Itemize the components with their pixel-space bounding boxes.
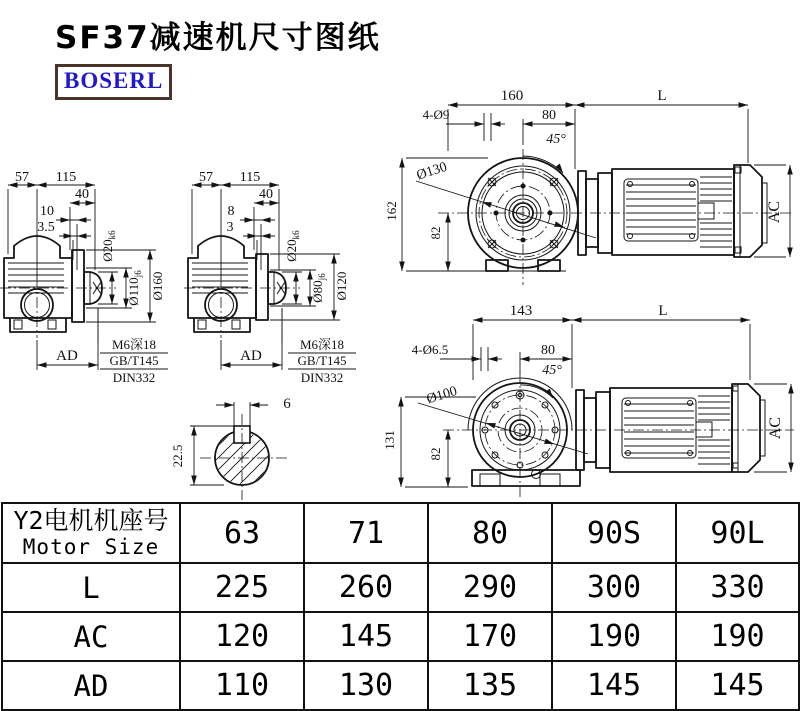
row-label-AD: AD xyxy=(2,661,180,710)
table-row xyxy=(2,563,799,612)
cell: 120 xyxy=(180,612,304,661)
cell: 110 xyxy=(180,661,304,710)
cell: 170 xyxy=(428,612,552,661)
note-din: DIN332 xyxy=(112,370,156,385)
dim-key-width-label: 6 xyxy=(283,396,291,412)
dim-key-depth-label: 22.5 xyxy=(170,444,185,468)
dim-flange-dia-label: Ø120 xyxy=(334,271,349,301)
dim-115-label: 115 xyxy=(55,170,77,185)
dim-80-label: 80 xyxy=(541,343,555,358)
note-tap: M6深18 xyxy=(299,337,345,352)
note-gb: GB/T145 xyxy=(109,353,159,368)
cell: 290 xyxy=(428,563,552,612)
gearbox-outline xyxy=(0,236,116,342)
brand-logo: BOSERL xyxy=(55,64,172,100)
terminal-box xyxy=(698,203,714,219)
row-label-L: L xyxy=(2,563,180,612)
dim-shaft-dia-label: $Ø20_{k6}$ xyxy=(284,230,301,262)
cell: 145 xyxy=(304,612,428,661)
col-80: 80 xyxy=(428,503,552,563)
dim-40-label: 40 xyxy=(75,187,89,202)
dim-pilot-dia-label: $Ø110_{j6}$ xyxy=(126,270,143,306)
dim-160-label: 160 xyxy=(500,88,524,104)
dim-L-label: L xyxy=(658,303,668,319)
dim-143-label: 143 xyxy=(509,303,533,319)
dim-8-label: 8 xyxy=(227,204,235,219)
dim-pilot-dia-label: $Ø80_{j6}$ xyxy=(310,273,327,303)
note-tap: M6深18 xyxy=(111,337,157,352)
dim-ad-label: AD xyxy=(56,348,78,364)
dim-3-label: 3 xyxy=(226,220,234,235)
dim-flange-dia-label: Ø160 xyxy=(150,271,165,301)
dim-82-label: 82 xyxy=(428,447,443,461)
flange-face xyxy=(468,372,580,498)
gearbox-outline xyxy=(184,236,300,342)
motor-size-header xyxy=(2,503,180,563)
view-front-bottom xyxy=(382,302,800,504)
table-row xyxy=(2,661,799,710)
dim-115-label: 115 xyxy=(239,170,261,185)
dimension-table xyxy=(1,502,800,711)
row-label-AC: AC xyxy=(2,612,180,661)
cell: 135 xyxy=(428,661,552,710)
dim-45deg-label: 45° xyxy=(542,363,562,378)
cell: 330 xyxy=(676,563,799,612)
dim-holes-label: 4-Ø6.5 xyxy=(411,342,449,357)
terminal-box xyxy=(696,422,712,437)
dim-bolt-circle-label: Ø130 xyxy=(414,159,450,184)
table-row xyxy=(2,612,799,661)
dim-shaft-dia-label: $Ø20_{k6}$ xyxy=(100,230,117,262)
dim-80-label: 80 xyxy=(542,108,556,123)
cell: 190 xyxy=(676,612,799,661)
dim-10-label: 10 xyxy=(40,204,54,219)
header-cn: Y2电机机座号 xyxy=(13,505,169,535)
col-71: 71 xyxy=(304,503,428,563)
dim-57-label: 57 xyxy=(15,170,29,185)
note-gb: GB/T145 xyxy=(297,353,347,368)
cell: 190 xyxy=(552,612,676,661)
dim-L-label: L xyxy=(657,88,667,104)
note-din: DIN332 xyxy=(300,370,344,385)
col-90l: 90L xyxy=(676,503,799,563)
col-90s: 90S xyxy=(552,503,676,563)
page-title: SF37减速机尺寸图纸 xyxy=(55,20,381,56)
header-en: Motor Size xyxy=(22,535,160,560)
dim-ad-label: AD xyxy=(240,348,262,364)
col-63: 63 xyxy=(180,503,304,563)
cell: 225 xyxy=(180,563,304,612)
cell: 145 xyxy=(552,661,676,710)
dim-ac-label: AC xyxy=(766,200,783,224)
cell: 300 xyxy=(552,563,676,612)
view-front-top xyxy=(384,83,800,308)
cell: 260 xyxy=(304,563,428,612)
dim-162-label: 162 xyxy=(384,201,399,221)
dim-3p5-label: 3.5 xyxy=(37,220,55,235)
cell: 145 xyxy=(676,661,799,710)
cell: 130 xyxy=(304,661,428,710)
dim-131-label: 131 xyxy=(382,430,397,450)
dim-45deg-label: 45° xyxy=(546,132,566,147)
table-header-row xyxy=(2,503,799,563)
dim-40-label: 40 xyxy=(259,187,273,202)
dim-82-label: 82 xyxy=(428,226,443,240)
view-shaft-section xyxy=(172,380,312,502)
dim-57-label: 57 xyxy=(199,170,213,185)
view-side-flange120 xyxy=(184,150,374,400)
view-side-flange160 xyxy=(0,150,190,400)
dim-ac-label: AC xyxy=(767,416,784,440)
dim-holes-label: 4-Ø9 xyxy=(422,107,450,122)
motor-outline xyxy=(443,384,794,472)
dim-bolt-circle-label: Ø100 xyxy=(424,383,460,408)
